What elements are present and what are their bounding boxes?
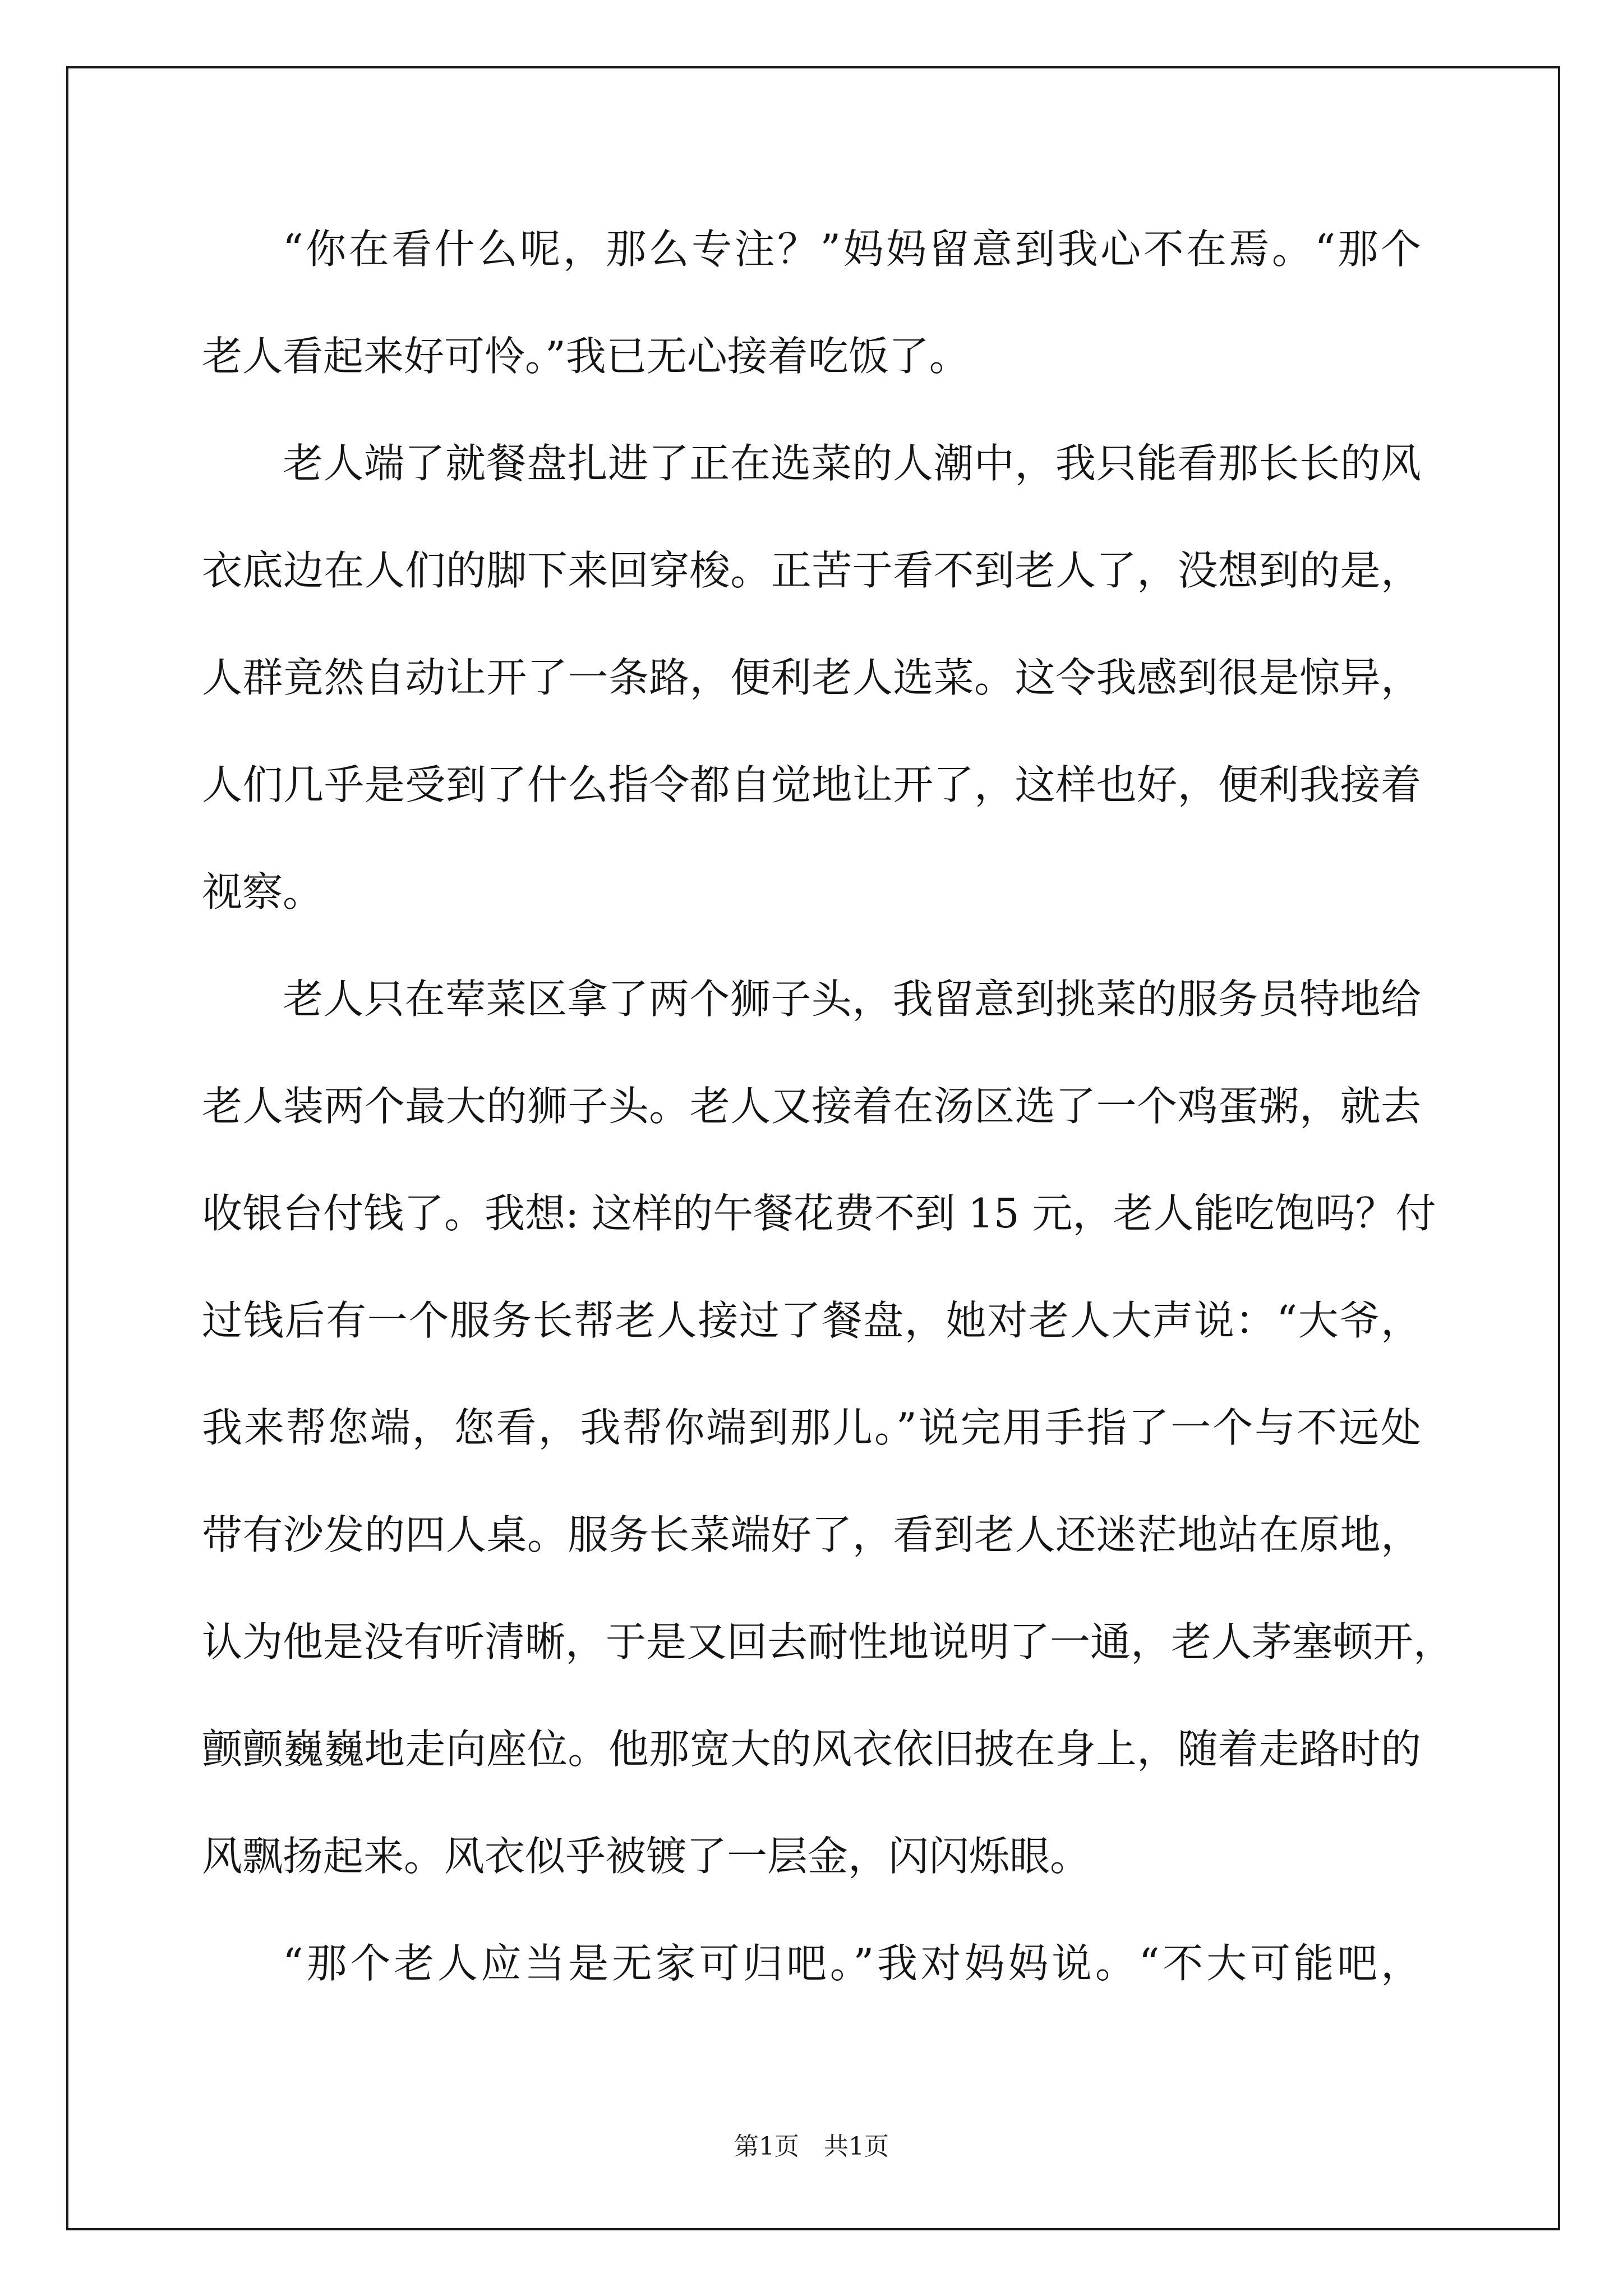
page-footer — [0, 2131, 1623, 2162]
body-text — [202, 196, 1454, 2017]
paragraph — [202, 196, 1421, 410]
text-line: 人群竟然自动让开了一条路，便利老人选菜。这令我感到很是惊异， — [202, 654, 1421, 701]
text-line: 过钱后有一个服务长帮老人接过了餐盘，她对老人大声说：“大爷， — [202, 1297, 1421, 1344]
text-line: “你在看什么呢，那么专注？”妈妈留意到我心不在焉。“那个 — [283, 226, 1421, 273]
text-line: 老人看起来好可怜。”我已无心接着吃饭了。 — [202, 333, 970, 380]
text-line: 我来帮您端，您看，我帮你端到那儿。”说完用手指了一个与不远处 — [202, 1404, 1421, 1451]
text-line: 颤颤巍巍地走向座位。他那宽大的风衣依旧披在身上，随着走路时的 — [202, 1726, 1421, 1773]
paragraph — [202, 946, 1454, 1910]
paragraph — [202, 1910, 1421, 2017]
text-line: 人们几乎是受到了什么指令都自觉地让开了，这样也好，便利我接着 — [202, 761, 1421, 808]
text-line: 视察。 — [202, 868, 324, 915]
text-line: 老人装两个最大的狮子头。老人又接着在汤区选了一个鸡蛋粥，就去 — [202, 1083, 1421, 1130]
text-line: 衣底边在人们的脚下来回穿梭。正苦于看不到老人了，没想到的是， — [202, 547, 1421, 594]
text-line: 老人只在荤菜区拿了两个狮子头，我留意到挑菜的服务员特地给 — [283, 976, 1421, 1023]
page-total: 共1页 — [824, 2132, 889, 2161]
text-line: 认为他是没有听清晰，于是又回去耐性地说明了一通，老人茅塞顿开， — [202, 1618, 1454, 1665]
paragraph — [202, 410, 1421, 946]
text-line: “那个老人应当是无家可归吧。”我对妈妈说。“不大可能吧， — [283, 1940, 1421, 1987]
text-line: 风飘扬起来。风衣似乎被镀了一层金，闪闪烁眼。 — [202, 1833, 1091, 1880]
text-line: 收银台付钱了。我想: 这样的午餐花费不到 15 元，老人能吃饱吗？付 — [202, 1190, 1436, 1237]
text-line: 老人端了就餐盘扎进了正在选菜的人潮中，我只能看那长长的风 — [283, 440, 1421, 487]
text-line: 带有沙发的四人桌。服务长菜端好了，看到老人还迷茫地站在原地， — [202, 1511, 1421, 1558]
page-number: 第1页 — [734, 2132, 799, 2161]
